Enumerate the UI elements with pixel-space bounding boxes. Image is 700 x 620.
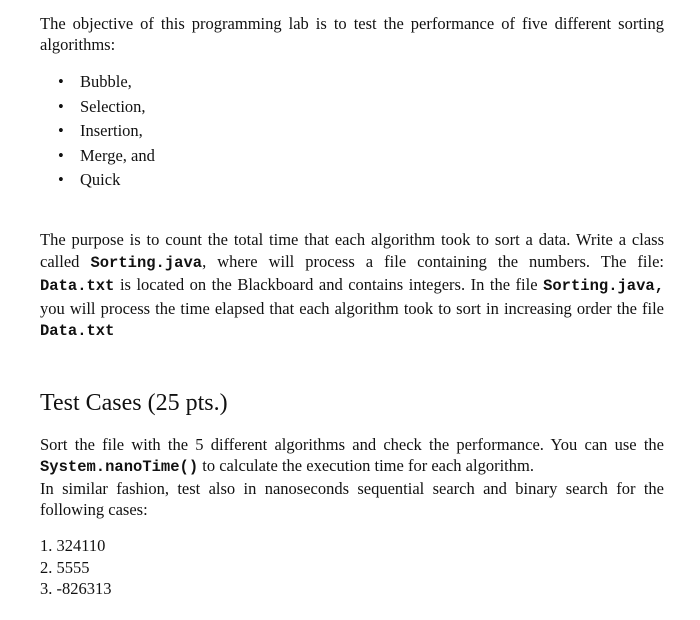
list-item [40,535,112,557]
test-case-list [40,535,112,600]
purpose-text: is located on the Blackboard and contains integers. In the file [114,275,544,294]
test-text: Sort the file with the 5 different algorithms and check the performance. You can use the [40,435,664,454]
case-number: 1. [40,536,53,555]
list-item-label: Selection, [80,96,146,116]
case-value: 5555 [56,557,90,577]
test-text: to calculate the execution time for each algorithm. [198,456,534,475]
code-nanotime: System.nanoTime() [40,458,199,476]
bullet-icon: • [58,72,64,91]
list-item [58,95,155,120]
bullet-icon: • [58,170,64,189]
code-sorting-java: Sorting.java [90,253,203,272]
code-data-txt: Data.txt [40,277,115,295]
list-item [58,168,155,193]
bullet-icon: • [58,145,64,165]
list-item [58,144,155,169]
intro-paragraph [40,13,664,55]
test-cases-paragraph [40,434,664,520]
case-number: 3. [40,579,53,598]
list-item [58,70,155,95]
list-item-label: Merge, and [80,145,155,165]
case-value: -826313 [56,579,112,598]
code-sorting-java: Sorting.java, [543,277,664,295]
list-item-label: Quick [80,170,121,189]
list-item [40,557,112,579]
list-item [58,119,155,144]
purpose-text: , where will process a file containing the numbers. The file: [202,251,665,271]
code-data-txt: Data.txt [40,322,115,340]
list-item [40,578,112,600]
list-item-label: Bubble, [80,72,132,91]
purpose-text: you will process the time elapsed that each algorithm took to sort in increasing order the file [40,298,664,318]
algorithm-list [58,70,155,193]
list-item-label: Insertion, [80,121,143,140]
purpose-text: The purpose is to count the total time that each algorithm took to sort a data. Write a class called [40,230,664,271]
intro-text: The objective of this programming lab is to test the performance of five different sorting algorithms: [40,14,664,54]
test-text: In similar fashion, test also in nanoseconds sequential search and binary search for the following cases: [40,479,664,519]
bullet-icon: • [58,96,64,116]
case-number: 2. [40,557,53,577]
section-heading: Test Cases (25 pts.) [40,390,228,416]
case-value: 324110 [56,536,106,555]
bullet-icon: • [58,121,64,140]
purpose-paragraph [40,229,664,343]
